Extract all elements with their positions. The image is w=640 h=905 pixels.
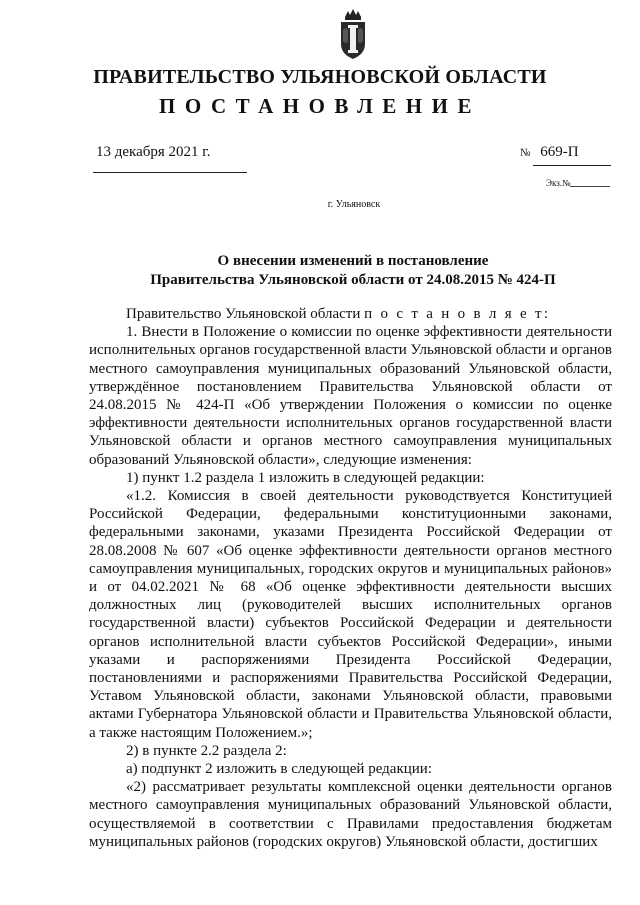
number-underline (533, 165, 611, 166)
coat-of-arms-icon (336, 8, 370, 62)
paragraph-2: 1) пункт 1.2 раздела 1 изложить в следующей редакции: (126, 469, 485, 486)
document-body (89, 305, 612, 851)
subject-line-1: О внесении изменений в постановление (217, 253, 489, 269)
preamble-subject: Правительство Ульяновской области (126, 306, 361, 322)
document-type: ПОСТАНОВЛЕНИЕ (159, 94, 481, 118)
copy-number-label: Экз.№ (546, 178, 571, 188)
document-subject (100, 252, 606, 290)
paragraph-3: «1.2. Комиссия в своей деятельности руководствуется Конституцией Российской Федерации, федеральными конституционными законами, федеральными законами, указами Президента Российской Федерации от 28.08.2008 № 607 «Об оценке эффективности деятельности органов местного самоуправления муниципальных, городских округов и муниципальных районов» и от 04.02.2021 № 68 «Об оценке эффективности деятельности высших должностных лиц (руководителей высших исполнительных органов государственной власти) субъектов Российской Федерации и деятельности органов исполнительной власти субъектов Российской Федерации», иными указами и распоряжениями Президента Российской Федерации, постановлениями и распоряжениями Правительства Российской Федерации, Уставом Ульяновской области, законами Ульяновской области, правовыми актами Губернатора Ульяновской области и Правительства Ульяновской области, а также настоящим Положением.»; (89, 488, 612, 741)
government-title: ПРАВИТЕЛЬСТВО УЛЬЯНОВСКОЙ ОБЛАСТИ (93, 66, 547, 88)
document-date: 13 декабря 2021 г. (96, 144, 211, 160)
city: г. Ульяновск (327, 199, 381, 210)
number-sign: № (520, 147, 531, 159)
document-number: 669-П (540, 144, 579, 160)
preamble (89, 305, 612, 323)
preamble-verb: п о с т а н о в л я е т: (364, 306, 551, 322)
paragraph-5: а) подпункт 2 изложить в следующей редакции: (126, 761, 432, 778)
paragraph-6: «2) рассматривает результаты комплексной оценки деятельности органов местного самоуправления муниципальных образований Ульяновской области, осуществляемой в соответствии с Правилами предоставления бюджетам муниципальных районов (городских округов) Ульяновской области, достигших (89, 779, 612, 850)
subject-line-2: Правительства Ульяновской области от 24.08.2015 № 424-П (150, 272, 556, 288)
date-underline (93, 172, 247, 173)
document-number-block (520, 144, 579, 161)
paragraph-1: 1. Внести в Положение о комиссии по оценке эффективности деятельности исполнительных органов государственной власти Ульяновской области и органов местного самоуправления муниципальных образований Ульяновской области, утверждённое постановлением Правительства Ульяновской области от 24.08.2015 № 424-П «Об утверждении Положения о комиссии по оценке эффективности деятельности исполнительных органов государственной власти Ульяновской области и органов местного самоуправления муниципальных образований Ульяновской области», следующие изменения: (89, 324, 612, 468)
paragraph-4: 2) в пункте 2.2 раздела 2: (126, 742, 287, 759)
copy-number-line (570, 186, 610, 187)
